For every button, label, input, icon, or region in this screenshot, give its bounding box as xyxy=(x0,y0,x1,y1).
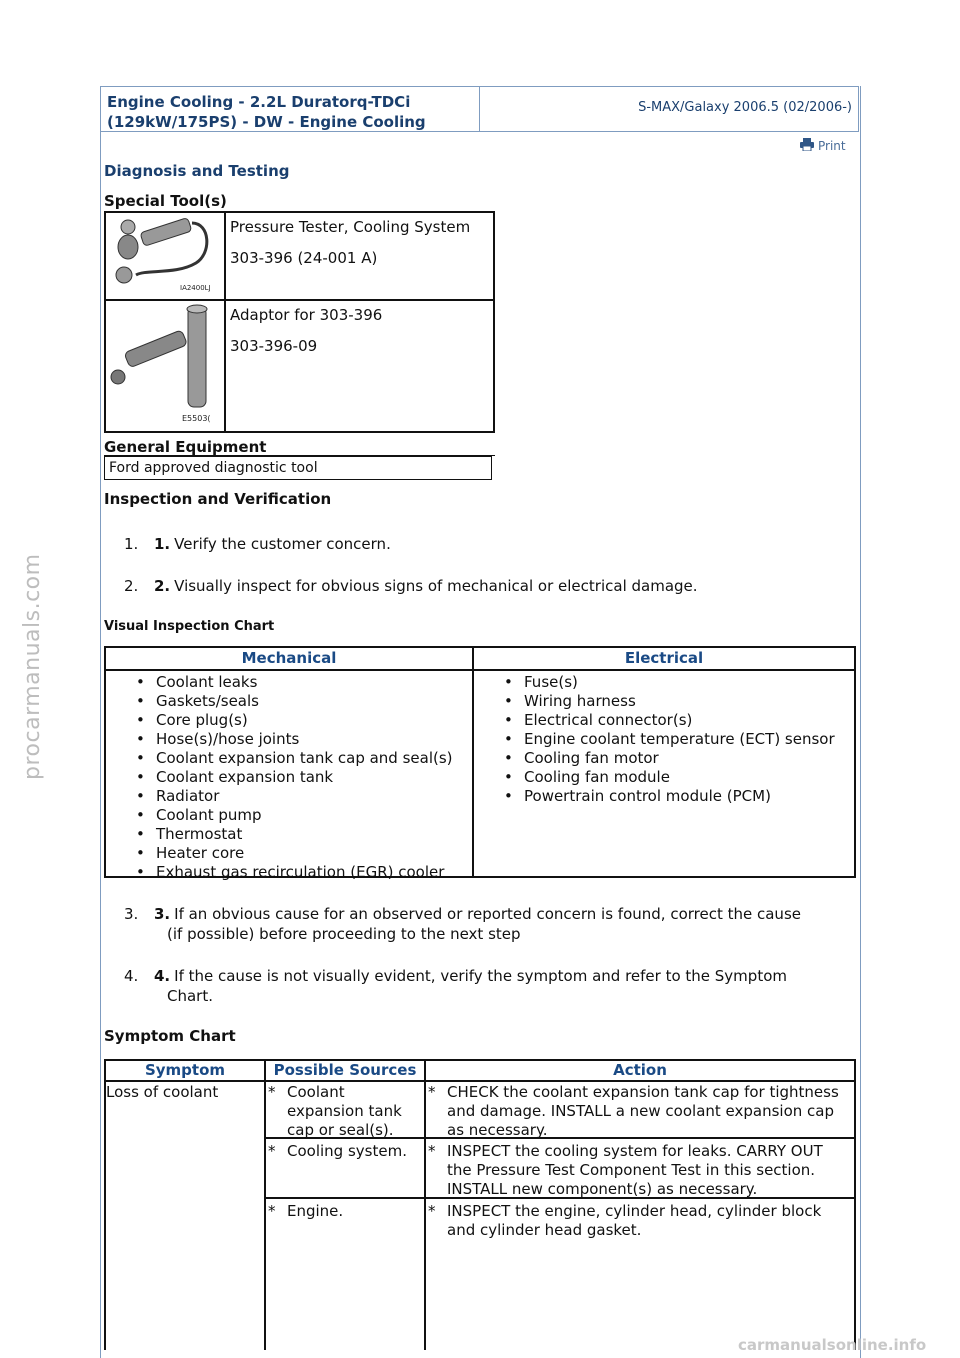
symptom-cell: Loss of coolant xyxy=(106,1083,219,1101)
step-bold: 3. xyxy=(154,905,171,923)
table-divider xyxy=(264,1080,266,1350)
mechanical-column-header: Mechanical xyxy=(106,648,474,669)
action-cell xyxy=(428,1142,854,1199)
special-tools-table xyxy=(104,211,495,433)
section-title: Diagnosis and Testing xyxy=(104,162,290,180)
list-item: • Hose(s)/hose joints xyxy=(136,730,472,749)
electrical-column xyxy=(474,671,854,876)
source-cell xyxy=(268,1083,420,1140)
step-bold: 2. xyxy=(154,577,171,595)
symptom-chart-heading: Symptom Chart xyxy=(104,1027,236,1045)
title-line-1: Engine Cooling - 2.2L Duratorq-TDCi xyxy=(107,93,411,111)
source-line: cap or seal(s). xyxy=(287,1121,394,1139)
action-line: and damage. INSTALL a new coolant expansion cap xyxy=(447,1102,835,1120)
list-item: • Coolant expansion tank cap and seal(s) xyxy=(136,749,472,768)
step-bold: 1. xyxy=(154,535,171,553)
action-cell xyxy=(428,1202,854,1240)
action-column-header: Action xyxy=(613,1061,667,1079)
step-number: 2. xyxy=(124,577,139,595)
footer-watermark: carmanualsonline.info xyxy=(738,1336,927,1354)
table-border-left xyxy=(104,1080,106,1350)
mechanical-list xyxy=(106,673,472,882)
step-text-continued: (if possible) before proceeding to the next step xyxy=(167,925,521,943)
visual-chart-body xyxy=(106,671,854,881)
special-tools-heading: Special Tool(s) xyxy=(104,192,227,210)
list-item: • Cooling fan motor xyxy=(504,749,854,768)
mechanical-column xyxy=(106,671,474,881)
general-equipment-heading: General Equipment xyxy=(104,438,267,456)
list-item: • Electrical connector(s) xyxy=(504,711,854,730)
inspection-heading: Inspection and Verification xyxy=(104,490,332,508)
step-number: 4. xyxy=(124,967,139,985)
step-body xyxy=(154,904,801,944)
step-text: If an obvious cause for an observed or reported concern is found, correct the cause xyxy=(174,905,801,923)
list-item: • Engine coolant temperature (ECT) sensor xyxy=(504,730,854,749)
tool-image-cell xyxy=(105,300,225,432)
visual-chart-header xyxy=(106,648,854,671)
symptom-chart xyxy=(104,1059,856,1358)
list-item: • Coolant pump xyxy=(136,806,472,825)
electrical-column-header: Electrical xyxy=(624,649,704,667)
step-number: 3. xyxy=(124,905,139,923)
symptom-column-header: Symptom xyxy=(106,1061,266,1080)
side-watermark: procarmanuals.com xyxy=(20,553,45,780)
action-line: as necessary. xyxy=(447,1121,548,1139)
visual-inspection-chart xyxy=(104,646,856,881)
source-cell xyxy=(268,1142,420,1161)
step-number: 1. xyxy=(124,535,139,553)
electrical-list xyxy=(474,673,854,806)
source-line: Engine. xyxy=(287,1202,344,1220)
list-item: • Cooling fan module xyxy=(504,768,854,787)
list-item: • Thermostat xyxy=(136,825,472,844)
tool-image-label: E5503( xyxy=(182,414,211,423)
visual-chart-heading: Visual Inspection Chart xyxy=(104,619,275,634)
list-item: • Radiator xyxy=(136,787,472,806)
list-item: • Coolant leaks xyxy=(136,673,472,692)
tool-text-cell xyxy=(225,300,494,432)
bullet-star: * xyxy=(268,1142,276,1160)
list-item: • Exhaust gas recirculation (EGR) cooler xyxy=(136,863,472,882)
step-body xyxy=(154,534,391,554)
bullet-star: * xyxy=(428,1202,436,1220)
manual-title xyxy=(101,87,480,131)
list-item: • Wiring harness xyxy=(504,692,854,711)
tool-row xyxy=(105,300,494,432)
action-line: the Pressure Test Component Test in this section. xyxy=(447,1161,816,1179)
step-body xyxy=(154,576,698,596)
source-line: Coolant xyxy=(287,1083,345,1101)
action-cell xyxy=(428,1083,854,1140)
adaptor-image xyxy=(106,301,222,427)
source-line: expansion tank xyxy=(287,1102,402,1120)
symptom-chart-header xyxy=(104,1059,856,1082)
print-label: Print xyxy=(818,139,846,153)
tool-image-cell xyxy=(105,212,225,300)
print-button[interactable] xyxy=(800,138,846,154)
sources-column-header: Possible Sources xyxy=(266,1061,426,1080)
tool-text-cell xyxy=(225,212,494,300)
action-line: INSTALL new component(s) as necessary. xyxy=(447,1180,758,1198)
bullet-star: * xyxy=(268,1202,276,1220)
pressure-tester-image xyxy=(106,213,222,295)
source-line: Cooling system. xyxy=(287,1142,407,1160)
tool-row xyxy=(105,212,494,300)
list-item: • Powertrain control module (PCM) xyxy=(504,787,854,806)
list-item: • Gaskets/seals xyxy=(136,692,472,711)
step-text: If the cause is not visually evident, verify the symptom and refer to the Symptom xyxy=(174,967,787,985)
vehicle-model: S-MAX/Galaxy 2006.5 (02/2006-) xyxy=(638,100,852,115)
step-text: Verify the customer concern. xyxy=(174,535,391,553)
bullet-star: * xyxy=(268,1083,276,1101)
tool-code: 303-396 (24-001 A) xyxy=(230,249,378,267)
list-item: • Coolant expansion tank xyxy=(136,768,472,787)
action-line: and cylinder head gasket. xyxy=(447,1221,642,1239)
tool-name: Pressure Tester, Cooling System xyxy=(230,218,471,236)
tool-code: 303-396-09 xyxy=(230,337,318,355)
tool-name: Adaptor for 303-396 xyxy=(230,306,383,324)
bullet-star: * xyxy=(428,1142,436,1160)
tool-image-label: IA2400LJ xyxy=(180,284,211,292)
bullet-star: * xyxy=(428,1083,436,1101)
title-line-2: (129kW/175PS) - DW - Engine Cooling xyxy=(107,113,426,131)
table-border-right xyxy=(854,1080,856,1350)
action-line: INSPECT the cooling system for leaks. CARRY OUT xyxy=(447,1142,823,1160)
source-cell xyxy=(268,1202,420,1221)
list-item: • Heater core xyxy=(136,844,472,863)
step-text: Visually inspect for obvious signs of mechanical or electrical damage. xyxy=(174,577,698,595)
action-line: CHECK the coolant expansion tank cap for tightness xyxy=(447,1083,839,1101)
equipment-item: Ford approved diagnostic tool xyxy=(104,456,492,480)
table-divider xyxy=(424,1080,426,1350)
printer-icon xyxy=(800,138,814,154)
step-bold: 4. xyxy=(154,967,171,985)
action-line: INSPECT the engine, cylinder head, cylinder block xyxy=(447,1202,822,1220)
page-header xyxy=(100,86,859,132)
step-text-continued: Chart. xyxy=(167,987,213,1005)
list-item: • Core plug(s) xyxy=(136,711,472,730)
list-item: • Fuse(s) xyxy=(504,673,854,692)
step-body xyxy=(154,966,787,1006)
